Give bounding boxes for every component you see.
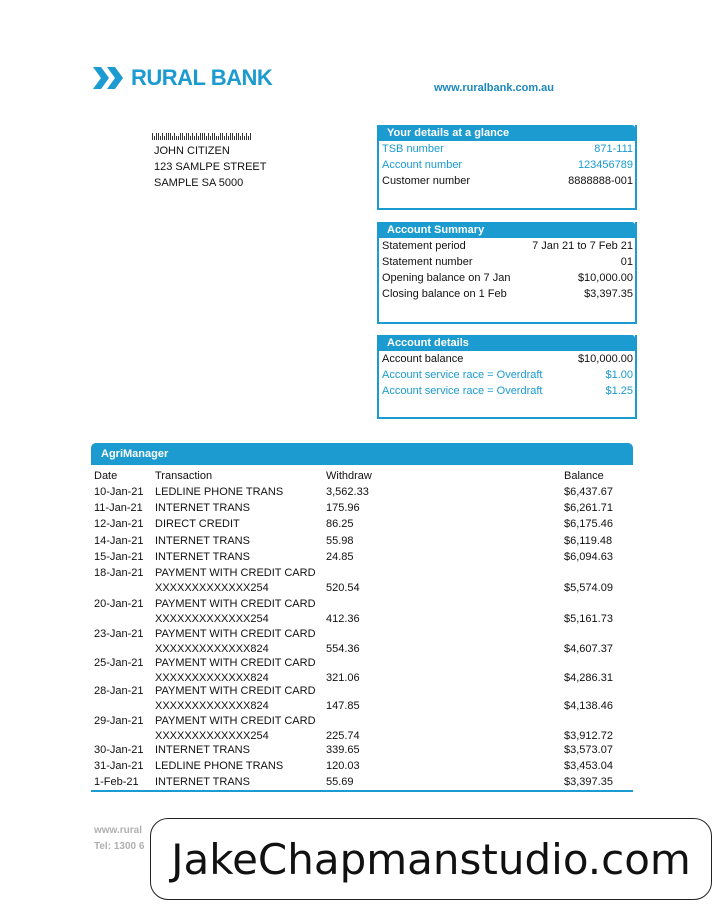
barcode-bar xyxy=(208,133,209,140)
table-row xyxy=(91,549,633,565)
barcode-bar xyxy=(218,136,219,140)
transaction-cell: PAYMENT WITH CREDIT CARD xyxy=(155,715,316,727)
barcode-bar xyxy=(196,133,197,140)
barcode-bar xyxy=(168,133,169,140)
date-cell: 20-Jan-21 xyxy=(94,598,144,610)
barcode-bar xyxy=(154,136,155,140)
barcode-bar xyxy=(244,136,245,140)
barcode-bar xyxy=(190,136,191,140)
service-rate-row-1 xyxy=(379,367,635,383)
barcode-bar xyxy=(226,133,227,140)
agrimanager-title: AgriManager xyxy=(91,443,633,465)
barcode-bar xyxy=(200,133,201,140)
transaction-cell: PAYMENT WITH CREDIT CARD xyxy=(155,685,316,697)
website-link[interactable]: www.ruralbank.com.au xyxy=(434,82,555,94)
balance-cell: $4,607.37 xyxy=(564,643,613,655)
barcode-bar xyxy=(158,133,159,140)
transaction-cell: INTERNET TRANS xyxy=(155,551,250,563)
withdraw-cell: 520.54 xyxy=(326,582,360,594)
statement-number-label: Statement number xyxy=(382,256,473,268)
barcode-bar xyxy=(224,136,225,140)
card-number-cell: XXXXXXXXXXXXX254 xyxy=(155,582,269,594)
account-summary-title: Account Summary xyxy=(379,222,635,238)
details-at-glance-box xyxy=(377,125,637,210)
barcode-bar xyxy=(152,133,153,140)
barcode-bar xyxy=(198,136,199,140)
table-row xyxy=(91,626,633,655)
date-cell: 28-Jan-21 xyxy=(94,685,144,697)
service-rate-label-2: Account service race = Overdraft xyxy=(382,385,543,397)
withdraw-cell: 321.06 xyxy=(326,672,360,684)
table-row xyxy=(91,500,633,516)
postal-barcode xyxy=(152,132,254,140)
transaction-cell: PAYMENT WITH CREDIT CARD xyxy=(155,657,316,669)
barcode-bar xyxy=(156,133,157,140)
withdraw-cell: 120.03 xyxy=(326,760,360,772)
table-row xyxy=(91,533,633,549)
tsb-number-row xyxy=(379,141,635,157)
barcode-bar xyxy=(228,136,229,140)
balance-cell: $6,094.63 xyxy=(564,551,613,563)
balance-cell: $4,286.31 xyxy=(564,672,613,684)
address-street: 123 SAMLPE STREET xyxy=(154,161,267,173)
statement-number-value: 01 xyxy=(620,256,633,268)
date-cell: 18-Jan-21 xyxy=(94,567,144,579)
statement-number-row xyxy=(379,254,635,270)
barcode-bar xyxy=(178,136,179,140)
transaction-cell: PAYMENT WITH CREDIT CARD xyxy=(155,567,316,579)
table-row xyxy=(91,484,633,500)
customer-number-row xyxy=(379,173,635,189)
withdraw-cell: 86.25 xyxy=(326,518,354,530)
logo-chevron-icon xyxy=(93,65,127,91)
barcode-bar xyxy=(238,133,239,140)
opening-balance-row xyxy=(379,270,635,286)
barcode-bar xyxy=(248,136,249,140)
transaction-cell: INTERNET TRANS xyxy=(155,744,250,756)
bank-logo xyxy=(93,64,293,92)
tsb-number-label: TSB number xyxy=(382,143,444,155)
table-row xyxy=(91,774,633,790)
table-row xyxy=(91,742,633,758)
barcode-bar xyxy=(170,133,171,140)
column-header-balance: Balance xyxy=(564,470,604,482)
barcode-bar xyxy=(234,136,235,140)
withdraw-cell: 339.65 xyxy=(326,744,360,756)
barcode-bar xyxy=(172,136,173,140)
barcode-bar xyxy=(176,136,177,140)
barcode-bar xyxy=(222,133,223,140)
date-cell: 25-Jan-21 xyxy=(94,657,144,669)
account-details-box xyxy=(377,335,637,419)
statement-period-label: Statement period xyxy=(382,240,466,252)
table-row xyxy=(91,516,633,532)
footer-website: www.rural xyxy=(94,825,142,836)
closing-balance-value: $3,397.35 xyxy=(584,288,633,300)
watermark-text: JakeChapmanstudio.com xyxy=(171,834,691,884)
watermark-banner xyxy=(150,818,712,900)
withdraw-cell: 24.85 xyxy=(326,551,354,563)
service-rate-label-1: Account service race = Overdraft xyxy=(382,369,543,381)
closing-balance-label: Closing balance on 1 Feb xyxy=(382,288,507,300)
balance-cell: $6,261.71 xyxy=(564,502,613,514)
barcode-bar xyxy=(186,133,187,140)
table-row xyxy=(91,713,633,742)
account-details-title: Account details xyxy=(379,335,635,351)
card-number-cell: XXXXXXXXXXXXX254 xyxy=(155,613,269,625)
barcode-bar xyxy=(194,136,195,140)
barcode-bar xyxy=(232,133,233,140)
barcode-bar xyxy=(242,133,243,140)
balance-cell: $4,138.46 xyxy=(564,700,613,712)
statement-period-value: 7 Jan 21 to 7 Feb 21 xyxy=(532,240,633,252)
transactions-table xyxy=(91,465,633,792)
address-city: SAMPLE SA 5000 xyxy=(154,177,244,189)
barcode-bar xyxy=(160,136,161,140)
account-balance-row xyxy=(379,351,635,367)
barcode-bar xyxy=(164,136,165,140)
balance-cell: $6,437.67 xyxy=(564,486,613,498)
barcode-bar xyxy=(174,133,175,140)
transaction-cell: LEDLINE PHONE TRANS xyxy=(155,760,284,772)
balance-cell: $5,161.73 xyxy=(564,613,613,625)
date-cell: 23-Jan-21 xyxy=(94,628,144,640)
barcode-bar xyxy=(210,136,211,140)
service-rate-value-1: $1.00 xyxy=(605,369,633,381)
date-cell: 12-Jan-21 xyxy=(94,518,144,530)
transaction-cell: INTERNET TRANS xyxy=(155,502,250,514)
transaction-cell: LEDLINE PHONE TRANS xyxy=(155,486,284,498)
statement-period-row xyxy=(379,238,635,254)
barcode-bar xyxy=(240,136,241,140)
barcode-bar xyxy=(204,133,205,140)
transaction-cell: DIRECT CREDIT xyxy=(155,518,240,530)
customer-number-label: Customer number xyxy=(382,175,471,187)
address-name: JOHN CITIZEN xyxy=(154,145,230,157)
balance-cell: $3,397.35 xyxy=(564,776,613,788)
card-number-cell: XXXXXXXXXXXXX254 xyxy=(155,730,269,742)
transaction-cell: PAYMENT WITH CREDIT CARD xyxy=(155,628,316,640)
barcode-bar xyxy=(192,133,193,140)
date-cell: 1-Feb-21 xyxy=(94,776,139,788)
footer-phone: Tel: 1300 6 xyxy=(94,841,145,852)
date-cell: 30-Jan-21 xyxy=(94,744,144,756)
card-number-cell: XXXXXXXXXXXXX824 xyxy=(155,643,269,655)
barcode-bar xyxy=(246,133,247,140)
table-header-row xyxy=(91,468,633,484)
table-row xyxy=(91,655,633,684)
tsb-number-value: 871-111 xyxy=(594,143,633,155)
date-cell: 29-Jan-21 xyxy=(94,715,144,727)
barcode-bar xyxy=(212,133,213,140)
closing-balance-row xyxy=(379,286,635,302)
barcode-bar xyxy=(214,133,215,140)
barcode-bar xyxy=(250,133,251,140)
withdraw-cell: 55.98 xyxy=(326,535,354,547)
withdraw-cell: 147.85 xyxy=(326,700,360,712)
barcode-bar xyxy=(236,133,237,140)
service-rate-value-2: $1.25 xyxy=(605,385,633,397)
barcode-bar xyxy=(184,136,185,140)
column-header-withdraw: Withdraw xyxy=(326,470,372,482)
account-balance-label: Account balance xyxy=(382,353,464,365)
withdraw-cell: 225.74 xyxy=(326,730,360,742)
account-balance-value: $10,000.00 xyxy=(577,353,633,365)
opening-balance-label: Opening balance on 7 Jan xyxy=(382,272,511,284)
table-row xyxy=(91,683,633,712)
barcode-bar xyxy=(220,133,221,140)
table-row xyxy=(91,758,633,774)
date-cell: 14-Jan-21 xyxy=(94,535,144,547)
withdraw-cell: 412.36 xyxy=(326,613,360,625)
withdraw-cell: 55.69 xyxy=(326,776,354,788)
details-at-glance-title: Your details at a glance xyxy=(379,125,635,141)
card-number-cell: XXXXXXXXXXXXX824 xyxy=(155,672,269,684)
barcode-bar xyxy=(182,133,183,140)
balance-cell: $3,453.04 xyxy=(564,760,613,772)
date-cell: 10-Jan-21 xyxy=(94,486,144,498)
date-cell: 31-Jan-21 xyxy=(94,760,144,772)
transaction-cell: PAYMENT WITH CREDIT CARD xyxy=(155,598,316,610)
balance-cell: $6,119.48 xyxy=(564,535,613,547)
withdraw-cell: 175.96 xyxy=(326,502,360,514)
barcode-bar xyxy=(216,136,217,140)
date-cell: 15-Jan-21 xyxy=(94,551,144,563)
withdraw-cell: 3,562.33 xyxy=(326,486,369,498)
barcode-bar xyxy=(188,133,189,140)
opening-balance-value: $10,000.00 xyxy=(577,272,633,284)
date-cell: 11-Jan-21 xyxy=(94,502,143,514)
customer-number-value: 8888888-001 xyxy=(568,175,633,187)
service-rate-row-2 xyxy=(379,383,635,399)
barcode-bar xyxy=(202,133,203,140)
column-header-date: Date xyxy=(94,470,118,482)
account-summary-box xyxy=(377,222,637,324)
balance-cell: $5,574.09 xyxy=(564,582,613,594)
account-number-row xyxy=(379,157,635,173)
withdraw-cell: 554.36 xyxy=(326,643,360,655)
transaction-cell: INTERNET TRANS xyxy=(155,535,250,547)
table-row xyxy=(91,565,633,594)
barcode-bar xyxy=(180,133,181,140)
balance-cell: $6,175.46 xyxy=(564,518,613,530)
balance-cell: $3,912.72 xyxy=(564,730,613,742)
card-number-cell: XXXXXXXXXXXXX824 xyxy=(155,700,269,712)
barcode-bar xyxy=(206,136,207,140)
balance-cell: $3,573.07 xyxy=(564,744,613,756)
column-header-transaction: Transaction xyxy=(155,470,213,482)
account-number-label: Account number xyxy=(382,159,463,171)
table-row xyxy=(91,596,633,625)
barcode-bar xyxy=(166,133,167,140)
account-number-value: 123456789 xyxy=(577,159,633,171)
agrimanager-section xyxy=(91,443,633,792)
logo-text: RURAL BANK xyxy=(131,65,273,90)
transaction-cell: INTERNET TRANS xyxy=(155,776,250,788)
barcode-bar xyxy=(230,133,231,140)
barcode-bar xyxy=(162,133,163,140)
